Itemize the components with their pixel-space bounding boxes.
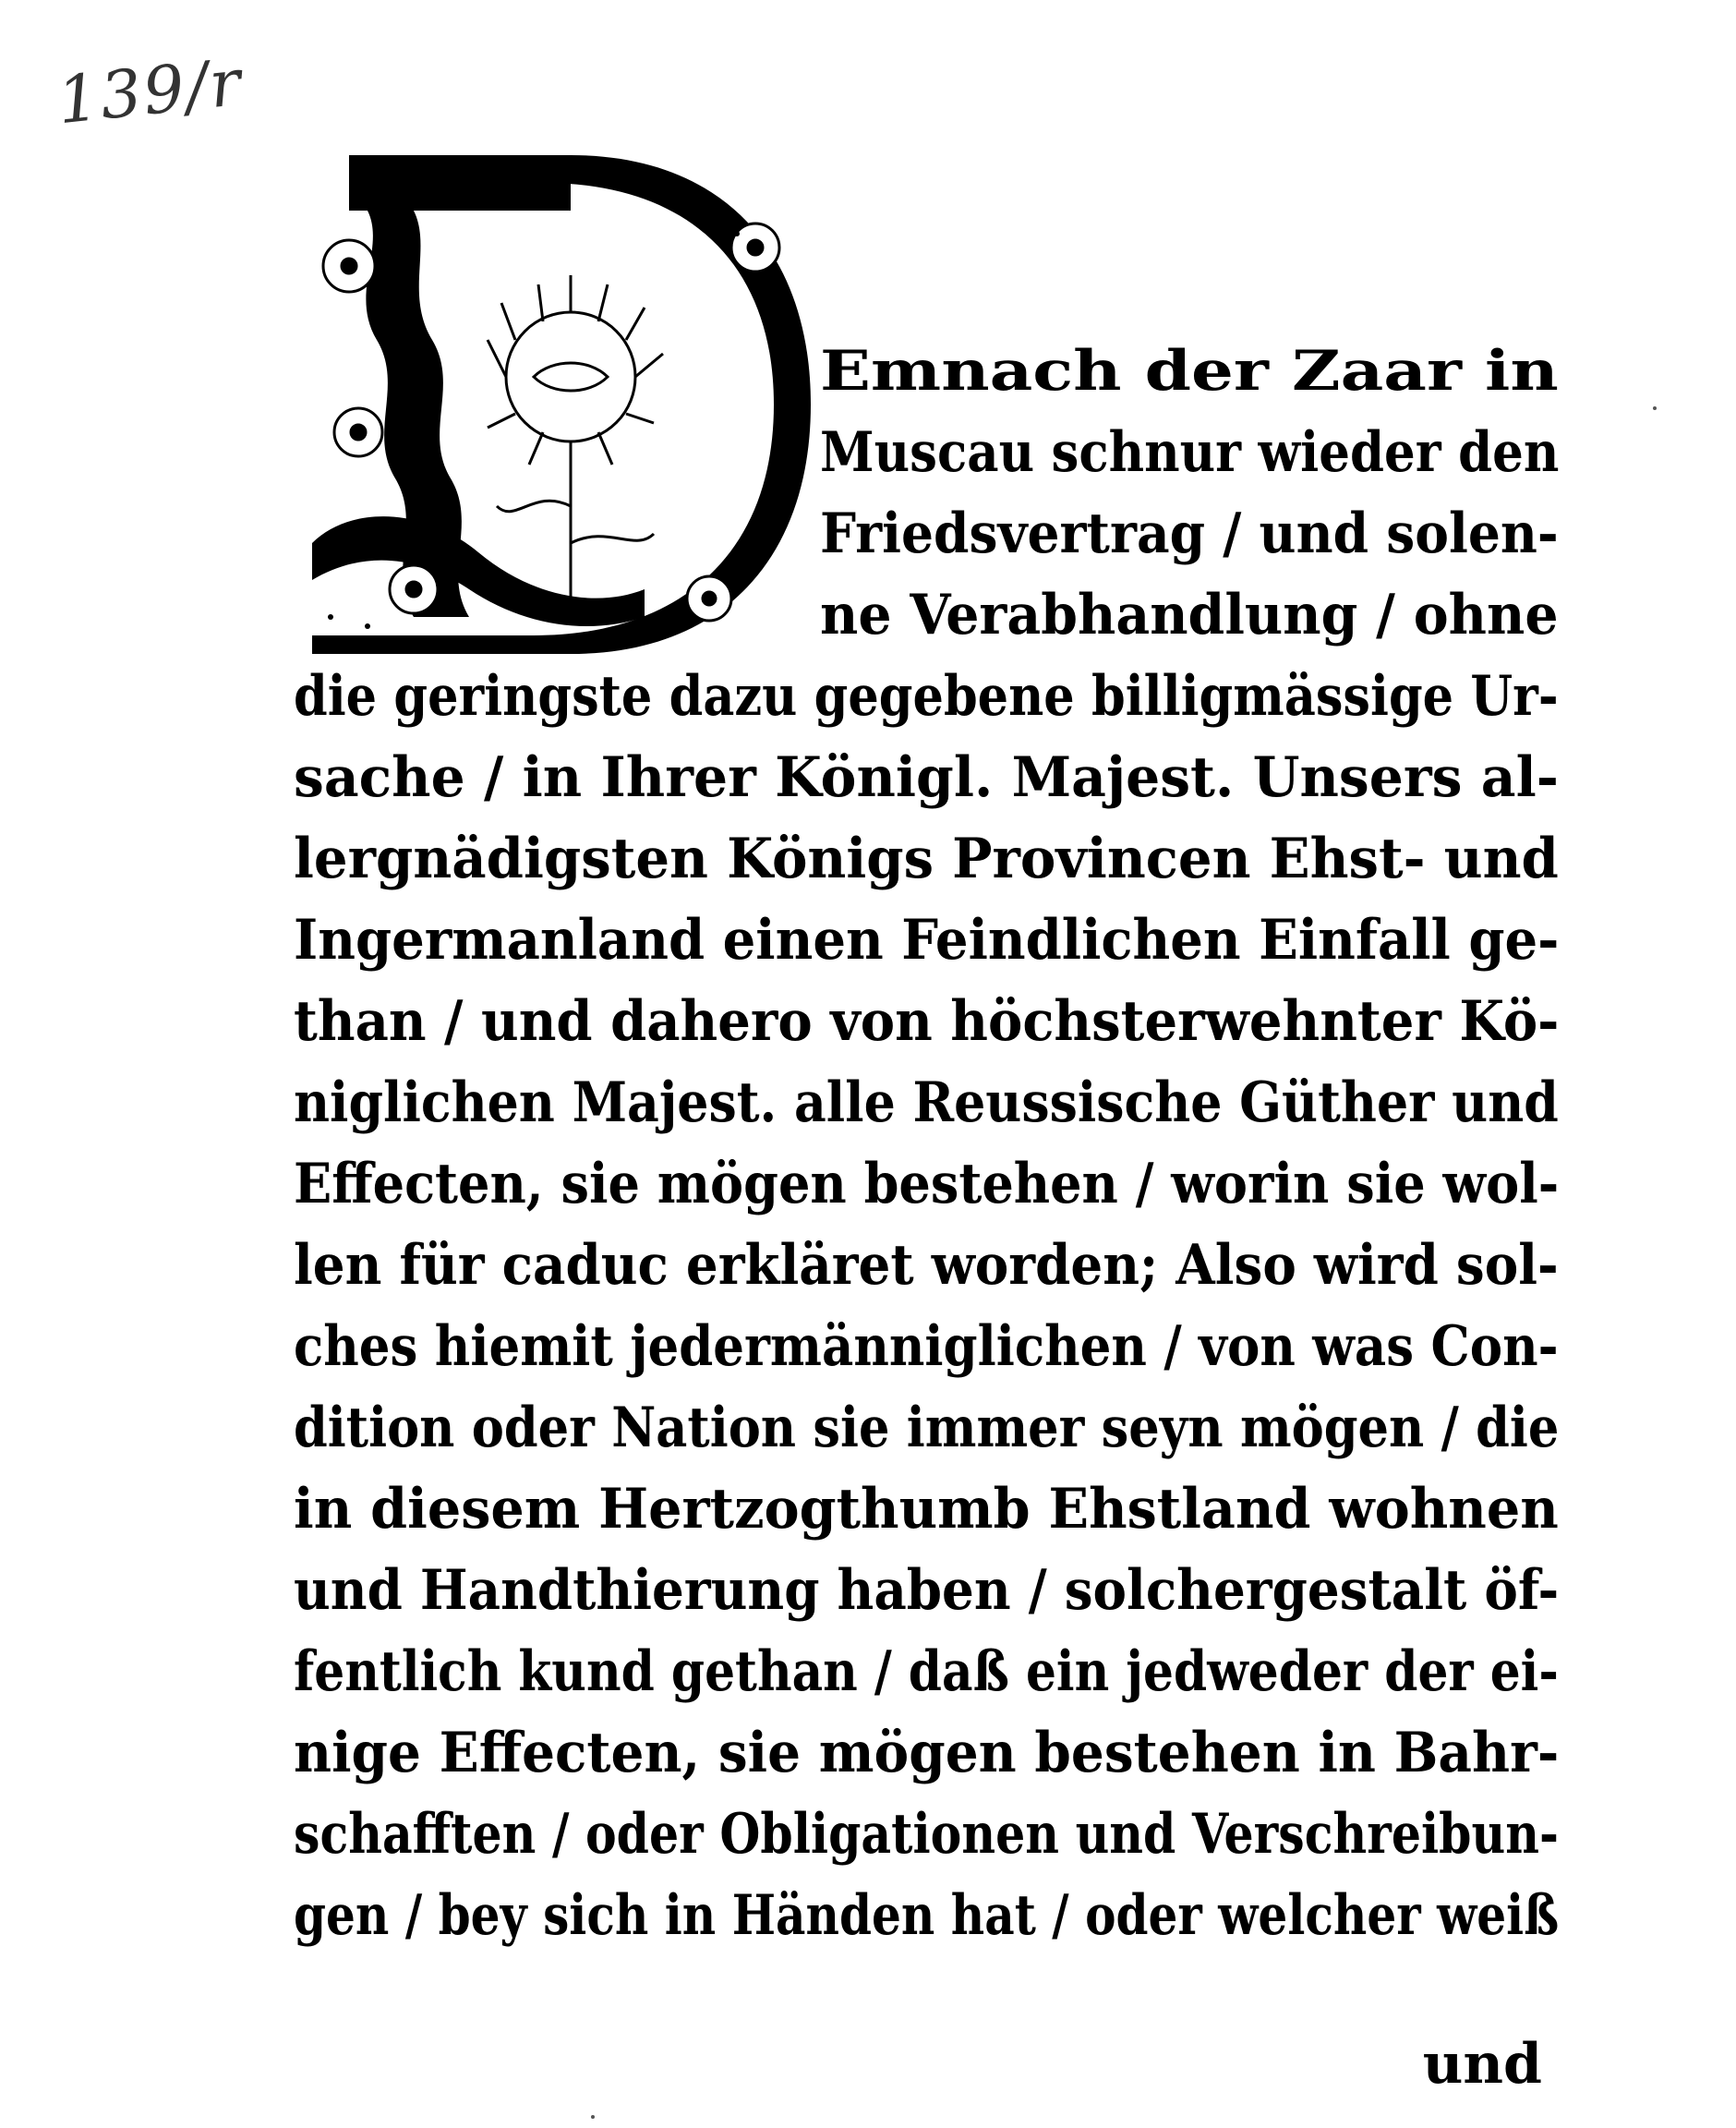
text-line: ne Verabhandlung / ohne xyxy=(820,583,1559,647)
text-line: in diesem Hertzogthumb Ehstland wohnen xyxy=(294,1477,1559,1542)
text-line: sache / in Ihrer Königl. Majest. Unsers al- xyxy=(294,745,1559,810)
paper-speck xyxy=(591,2115,595,2119)
paper-speck xyxy=(1653,406,1657,410)
text-line: than / und dahero von höchsterwehnter Kö- xyxy=(294,989,1560,1054)
text-line: nige Effecten, sie mögen bestehen in Bahr- xyxy=(294,1721,1560,1785)
text-line: Effecten, sie mögen bestehen / worin sie wol- xyxy=(294,1152,1560,1216)
text-line: ches hiemit jedermänniglichen / von was Con- xyxy=(294,1314,1559,1379)
text-line: und Handthierung haben / solchergestalt öf- xyxy=(294,1558,1560,1623)
folio-number: 139/r xyxy=(54,43,247,139)
text-line: len für caduc erkläret worden; Also wird sol- xyxy=(294,1233,1559,1298)
decorated-initial xyxy=(294,155,822,654)
text-line: Emnach der Zaar in xyxy=(820,339,1559,404)
text-line: fentlich kund gethan / daß ein jedweder der ei- xyxy=(294,1639,1559,1704)
carnation-flower-ornament-icon xyxy=(294,155,822,654)
text-line: lergnädigsten Königs Provincen Ehst- und xyxy=(294,827,1559,891)
catchword: und xyxy=(1422,2032,1542,2097)
text-line: die geringste dazu gegebene billigmässige Ur- xyxy=(294,664,1559,729)
text-line: gen / bey sich in Händen hat / oder welcher weiß xyxy=(294,1883,1560,1948)
text-line: Muscau schnur wieder den xyxy=(820,420,1560,485)
text-line: niglichen Majest. alle Reussische Güther und xyxy=(294,1070,1559,1135)
text-line: schafften / oder Obligationen und Verschreibun- xyxy=(294,1802,1559,1867)
text-line: Ingermanland einen Feindlichen Einfall ge- xyxy=(294,908,1560,973)
text-line: Friedsvertrag / und solen- xyxy=(820,502,1559,566)
text-line: dition oder Nation sie immer seyn mögen / die xyxy=(294,1396,1560,1460)
